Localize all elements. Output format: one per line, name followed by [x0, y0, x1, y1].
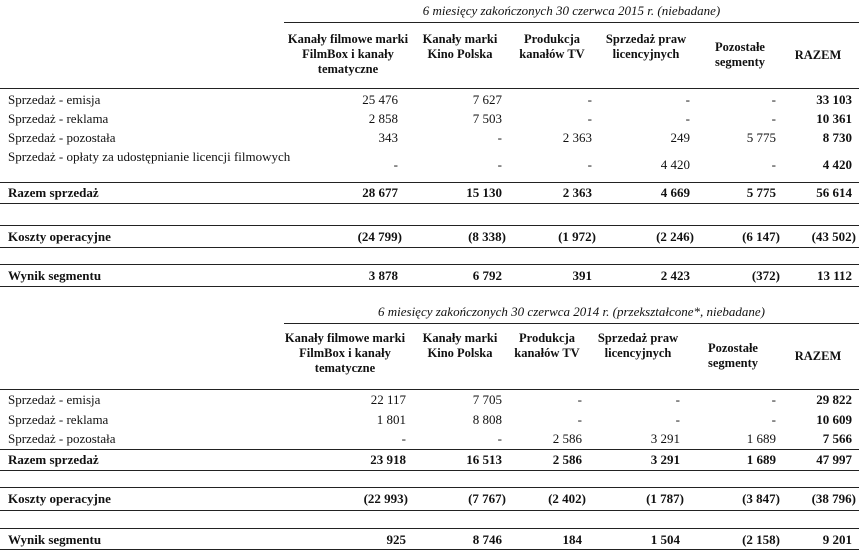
cell: -: [771, 412, 776, 427]
divider: [284, 323, 859, 324]
row-label-segment-result: Wynik segmentu: [8, 268, 102, 283]
cell: (1 787): [646, 491, 684, 506]
cell: 7 627: [472, 92, 502, 107]
cell: -: [675, 412, 680, 427]
cell: (3 847): [742, 491, 780, 506]
cell: 3 878: [368, 268, 398, 283]
cell: -: [685, 92, 690, 107]
row-label-total-sales: Razem sprzedaż: [8, 452, 99, 467]
divider: [0, 389, 859, 390]
cell: 4 420: [660, 157, 690, 172]
cell: 25 476: [362, 92, 398, 107]
cell: (22 993): [363, 491, 408, 506]
cell: (24 799): [357, 229, 402, 244]
cell: -: [577, 412, 582, 427]
cell-total: 56 614: [816, 185, 852, 200]
cell: 8 808: [472, 412, 502, 427]
cell-total: 8 730: [822, 130, 852, 145]
row-label-total-sales: Razem sprzedaż: [8, 185, 99, 200]
cell: -: [401, 431, 406, 446]
cell-total: 4 420: [822, 157, 852, 172]
cell: 2 858: [368, 111, 398, 126]
col-header-licencje: Sprzedaż praw licencyjnych: [605, 32, 687, 61]
divider: [0, 510, 859, 511]
cell: 1 689: [746, 452, 776, 467]
row-label: Sprzedaż - opłaty za udostępnianie licencji filmowych: [8, 149, 291, 164]
cell: (2 158): [742, 532, 780, 547]
col-header-licencje: Sprzedaż praw licencyjnych: [597, 331, 679, 360]
cell: -: [675, 392, 680, 407]
col-header-kino-polska: Kanały marki Kino Polska: [422, 32, 498, 61]
cell: 3 291: [650, 431, 680, 446]
cell: -: [497, 157, 502, 172]
cell: 15 130: [466, 185, 502, 200]
cell: 1 504: [650, 532, 680, 547]
cell-total: 10 609: [816, 412, 852, 427]
cell: (7 767): [468, 491, 506, 506]
cell: 4 669: [660, 185, 690, 200]
cell-total: 29 822: [816, 392, 852, 407]
cell: 2 586: [552, 452, 582, 467]
cell: -: [771, 111, 776, 126]
cell: -: [577, 392, 582, 407]
col-header-pozostale: Pozostałe segmenty: [715, 40, 765, 69]
cell: 925: [386, 532, 406, 547]
cell: 5 775: [746, 185, 776, 200]
cell: 16 513: [466, 452, 502, 467]
cell: -: [587, 92, 592, 107]
col-header-filmbox: Kanały filmowe marki FilmBox i kanały tematyczne: [284, 331, 406, 375]
cell: -: [587, 157, 592, 172]
cell: -: [771, 392, 776, 407]
cell: -: [497, 431, 502, 446]
cell: 391: [572, 268, 592, 283]
divider: [0, 449, 859, 450]
row-label: Sprzedaż - reklama: [8, 111, 109, 126]
row-label: Sprzedaż - pozostała: [8, 130, 116, 145]
cell-total: 33 103: [816, 92, 852, 107]
cell: (372): [751, 268, 780, 283]
cell: -: [587, 111, 592, 126]
cell: 2 363: [562, 185, 592, 200]
col-header-pozostale: Pozostałe segmenty: [708, 341, 758, 370]
cell: (2 402): [548, 491, 586, 506]
row-label: Sprzedaż - emisja: [8, 392, 101, 407]
cell: 28 677: [362, 185, 398, 200]
cell: (6 147): [742, 229, 780, 244]
cell: 343: [378, 130, 398, 145]
cell: 7 705: [472, 392, 502, 407]
divider: [0, 549, 859, 550]
cell: -: [393, 157, 398, 172]
row-label: Sprzedaż - reklama: [8, 412, 109, 427]
cell-total: 7 566: [822, 431, 852, 446]
cell: -: [685, 111, 690, 126]
col-header-produkcja: Produkcja kanałów TV: [519, 32, 585, 61]
cell: (8 338): [468, 229, 506, 244]
cell-total: (38 796): [811, 491, 856, 506]
cell: 1 689: [746, 431, 776, 446]
period-title-2015: 6 miesięcy zakończonych 30 czerwca 2015 r. (niebadane): [422, 3, 721, 18]
divider: [0, 487, 859, 488]
cell-total: 10 361: [816, 111, 852, 126]
col-header-razem: RAZEM: [794, 349, 842, 363]
row-label-operating-costs: Koszty operacyjne: [8, 229, 111, 244]
cell: 2 363: [562, 130, 592, 145]
col-header-produkcja: Produkcja kanałów TV: [514, 331, 580, 360]
cell-total: 47 997: [816, 452, 852, 467]
cell-total: 9 201: [822, 532, 852, 547]
row-label: Sprzedaż - emisja: [8, 92, 101, 107]
divider: [0, 470, 859, 471]
cell: -: [771, 92, 776, 107]
cell: 2 586: [552, 431, 582, 446]
cell-total: (43 502): [811, 229, 856, 244]
col-header-razem: RAZEM: [794, 48, 842, 62]
cell: 1 801: [376, 412, 406, 427]
cell-total: 13 112: [816, 268, 852, 283]
cell: 6 792: [472, 268, 502, 283]
cell: (1 972): [558, 229, 596, 244]
row-label-segment-result: Wynik segmentu: [8, 532, 102, 547]
cell: (2 246): [656, 229, 694, 244]
period-title-2014: 6 miesięcy zakończonych 30 czerwca 2014 r. (przekształcone*, niebadane): [377, 304, 766, 319]
row-label-operating-costs: Koszty operacyjne: [8, 491, 111, 506]
divider: [0, 528, 859, 529]
cell: 184: [562, 532, 582, 547]
cell: 8 746: [472, 532, 502, 547]
cell: 23 918: [370, 452, 406, 467]
cell: -: [771, 157, 776, 172]
col-header-filmbox: Kanały filmowe marki FilmBox i kanały tematyczne: [287, 32, 409, 76]
cell: -: [497, 130, 502, 145]
cell: 249: [670, 130, 690, 145]
cell: 2 423: [660, 268, 690, 283]
cell: 5 775: [746, 130, 776, 145]
row-label: Sprzedaż - pozostała: [8, 431, 116, 446]
col-header-kino-polska: Kanały marki Kino Polska: [422, 331, 498, 360]
cell: 3 291: [650, 452, 680, 467]
cell: 7 503: [472, 111, 502, 126]
cell: 22 117: [370, 392, 406, 407]
